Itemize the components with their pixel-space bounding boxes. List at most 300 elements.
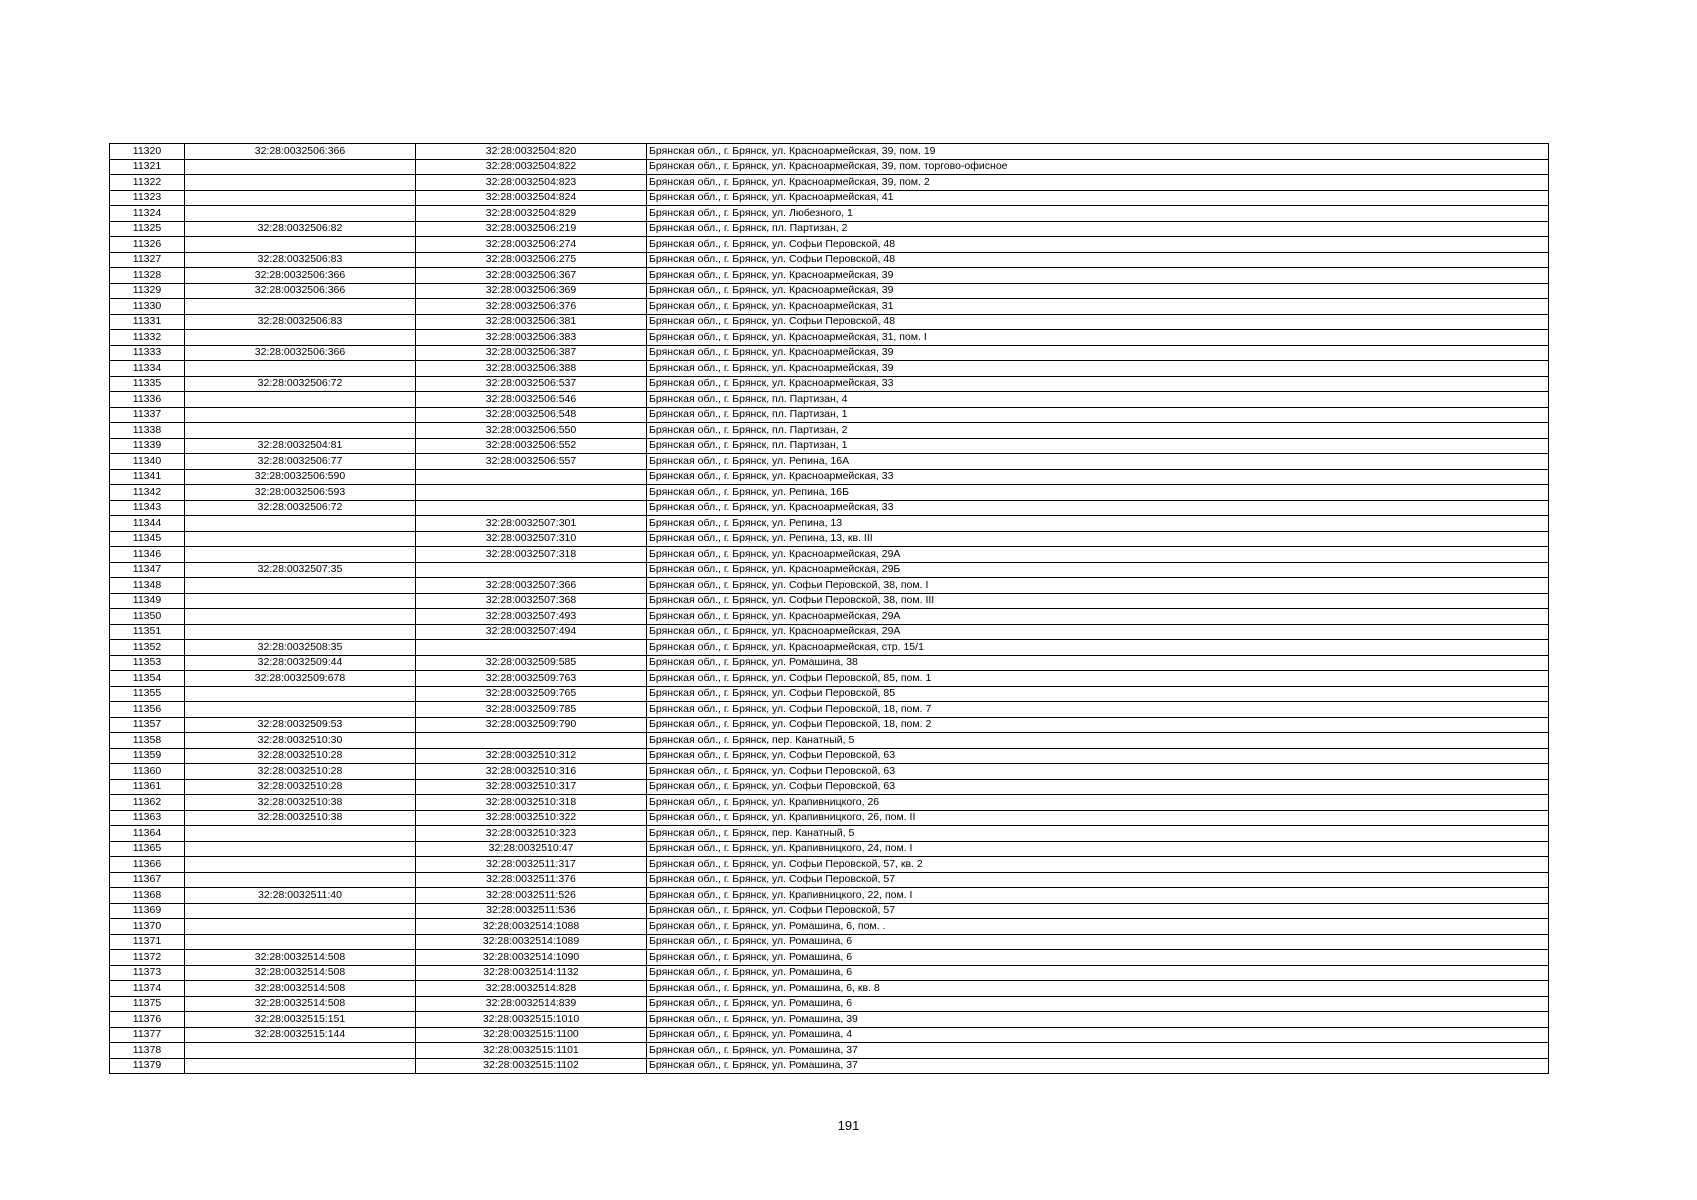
- address-cell: Брянская обл., г. Брянск, ул. Ромашина, 38: [647, 655, 1549, 671]
- address-cell: Брянская обл., г. Брянск, ул. Софьи Перовской, 85, пом. 1: [647, 671, 1549, 687]
- parent-cadastral-number-cell: [185, 1043, 416, 1059]
- table-row: [110, 1058, 1549, 1074]
- row-number-cell: 11339: [110, 438, 185, 454]
- address-cell: Брянская обл., г. Брянск, ул. Красноармейская, 39: [647, 283, 1549, 299]
- row-number-cell: 11353: [110, 655, 185, 671]
- cadastral-number-cell: [416, 562, 647, 578]
- table-row: [110, 237, 1549, 253]
- table-row: [110, 795, 1549, 811]
- cadastral-number-cell: 32:28:0032507:318: [416, 547, 647, 563]
- table-row: [110, 779, 1549, 795]
- parent-cadastral-number-cell: [185, 578, 416, 594]
- table-row: [110, 252, 1549, 268]
- cadastral-number-cell: 32:28:0032515:1101: [416, 1043, 647, 1059]
- table-row: [110, 717, 1549, 733]
- address-cell: Брянская обл., г. Брянск, ул. Крапивницкого, 26: [647, 795, 1549, 811]
- table-row: [110, 221, 1549, 237]
- table-row: [110, 268, 1549, 284]
- table-row: [110, 516, 1549, 532]
- address-cell: Брянская обл., г. Брянск, ул. Крапивницкого, 26, пом. II: [647, 810, 1549, 826]
- cadastral-number-cell: 32:28:0032507:493: [416, 609, 647, 625]
- table-row: [110, 1043, 1549, 1059]
- cadastral-number-cell: 32:28:0032506:369: [416, 283, 647, 299]
- address-cell: Брянская обл., г. Брянск, ул. Репина, 16Б: [647, 485, 1549, 501]
- parent-cadastral-number-cell: [185, 547, 416, 563]
- address-cell: Брянская обл., г. Брянск, ул. Софьи Перовской, 85: [647, 686, 1549, 702]
- row-number-cell: 11320: [110, 144, 185, 160]
- table-row: [110, 950, 1549, 966]
- row-number-cell: 11336: [110, 392, 185, 408]
- cadastral-number-cell: 32:28:0032511:376: [416, 872, 647, 888]
- row-number-cell: 11356: [110, 702, 185, 718]
- parent-cadastral-number-cell: 32:28:0032510:28: [185, 779, 416, 795]
- address-cell: Брянская обл., г. Брянск, ул. Красноармейская, 33: [647, 500, 1549, 516]
- row-number-cell: 11352: [110, 640, 185, 656]
- row-number-cell: 11344: [110, 516, 185, 532]
- cadastral-number-cell: 32:28:0032506:550: [416, 423, 647, 439]
- parent-cadastral-number-cell: 32:28:0032506:83: [185, 314, 416, 330]
- cadastral-number-cell: 32:28:0032515:1102: [416, 1058, 647, 1074]
- parent-cadastral-number-cell: [185, 919, 416, 935]
- row-number-cell: 11324: [110, 206, 185, 222]
- row-number-cell: 11366: [110, 857, 185, 873]
- table-row: [110, 1027, 1549, 1043]
- parent-cadastral-number-cell: 32:28:0032510:28: [185, 764, 416, 780]
- row-number-cell: 11372: [110, 950, 185, 966]
- row-number-cell: 11346: [110, 547, 185, 563]
- cadastral-number-cell: 32:28:0032507:301: [416, 516, 647, 532]
- row-number-cell: 11361: [110, 779, 185, 795]
- table-row: [110, 206, 1549, 222]
- cadastral-number-cell: 32:28:0032509:785: [416, 702, 647, 718]
- table-row: [110, 345, 1549, 361]
- cadastral-number-cell: 32:28:0032506:383: [416, 330, 647, 346]
- address-cell: Брянская обл., г. Брянск, пл. Партизан, 2: [647, 221, 1549, 237]
- cadastral-number-cell: 32:28:0032509:763: [416, 671, 647, 687]
- parent-cadastral-number-cell: [185, 423, 416, 439]
- address-cell: Брянская обл., г. Брянск, ул. Софьи Перовской, 38, пом. III: [647, 593, 1549, 609]
- row-number-cell: 11373: [110, 965, 185, 981]
- cadastral-number-cell: 32:28:0032507:310: [416, 531, 647, 547]
- row-number-cell: 11342: [110, 485, 185, 501]
- cadastral-number-cell: [416, 500, 647, 516]
- row-number-cell: 11330: [110, 299, 185, 315]
- cadastral-number-cell: 32:28:0032506:552: [416, 438, 647, 454]
- table-row: [110, 454, 1549, 470]
- parent-cadastral-number-cell: 32:28:0032506:366: [185, 345, 416, 361]
- cadastral-number-cell: 32:28:0032506:376: [416, 299, 647, 315]
- cadastral-number-cell: 32:28:0032510:312: [416, 748, 647, 764]
- address-cell: Брянская обл., г. Брянск, ул. Красноармейская, 31, пом. I: [647, 330, 1549, 346]
- address-cell: Брянская обл., г. Брянск, ул. Красноармейская, стр. 15/1: [647, 640, 1549, 656]
- parent-cadastral-number-cell: [185, 361, 416, 377]
- parent-cadastral-number-cell: 32:28:0032506:593: [185, 485, 416, 501]
- table-row: [110, 919, 1549, 935]
- table-row: [110, 965, 1549, 981]
- row-number-cell: 11331: [110, 314, 185, 330]
- row-number-cell: 11347: [110, 562, 185, 578]
- parent-cadastral-number-cell: [185, 299, 416, 315]
- parent-cadastral-number-cell: [185, 686, 416, 702]
- parent-cadastral-number-cell: 32:28:0032506:366: [185, 283, 416, 299]
- row-number-cell: 11323: [110, 190, 185, 206]
- cadastral-number-cell: 32:28:0032515:1100: [416, 1027, 647, 1043]
- cadastral-table: [109, 143, 1549, 1074]
- table-row: [110, 361, 1549, 377]
- table-row: [110, 485, 1549, 501]
- table-row: [110, 624, 1549, 640]
- table-row: [110, 190, 1549, 206]
- cadastral-number-cell: 32:28:0032514:828: [416, 981, 647, 997]
- row-number-cell: 11335: [110, 376, 185, 392]
- parent-cadastral-number-cell: 32:28:0032506:77: [185, 454, 416, 470]
- parent-cadastral-number-cell: [185, 392, 416, 408]
- parent-cadastral-number-cell: 32:28:0032509:678: [185, 671, 416, 687]
- parent-cadastral-number-cell: 32:28:0032506:83: [185, 252, 416, 268]
- table-row: [110, 671, 1549, 687]
- table-row: [110, 283, 1549, 299]
- table-body: [110, 144, 1549, 1074]
- address-cell: Брянская обл., г. Брянск, пер. Канатный, 5: [647, 733, 1549, 749]
- cadastral-number-cell: 32:28:0032506:387: [416, 345, 647, 361]
- parent-cadastral-number-cell: 32:28:0032506:590: [185, 469, 416, 485]
- address-cell: Брянская обл., г. Брянск, ул. Ромашина, 6: [647, 934, 1549, 950]
- address-cell: Брянская обл., г. Брянск, ул. Софьи Перовской, 48: [647, 237, 1549, 253]
- address-cell: Брянская обл., г. Брянск, ул. Репина, 13, кв. III: [647, 531, 1549, 547]
- parent-cadastral-number-cell: 32:28:0032506:366: [185, 144, 416, 160]
- row-number-cell: 11363: [110, 810, 185, 826]
- parent-cadastral-number-cell: 32:28:0032510:30: [185, 733, 416, 749]
- row-number-cell: 11377: [110, 1027, 185, 1043]
- cadastral-number-cell: 32:28:0032506:219: [416, 221, 647, 237]
- address-cell: Брянская обл., г. Брянск, ул. Софьи Перовской, 63: [647, 764, 1549, 780]
- parent-cadastral-number-cell: [185, 330, 416, 346]
- row-number-cell: 11368: [110, 888, 185, 904]
- row-number-cell: 11338: [110, 423, 185, 439]
- row-number-cell: 11321: [110, 159, 185, 175]
- address-cell: Брянская обл., г. Брянск, ул. Софьи Перовской, 18, пом. 7: [647, 702, 1549, 718]
- parent-cadastral-number-cell: [185, 934, 416, 950]
- table-row: [110, 841, 1549, 857]
- table-row: [110, 640, 1549, 656]
- row-number-cell: 11376: [110, 1012, 185, 1028]
- row-number-cell: 11375: [110, 996, 185, 1012]
- parent-cadastral-number-cell: 32:28:0032508:35: [185, 640, 416, 656]
- cadastral-number-cell: 32:28:0032506:537: [416, 376, 647, 392]
- cadastral-number-cell: 32:28:0032509:765: [416, 686, 647, 702]
- cadastral-number-cell: 32:28:0032515:1010: [416, 1012, 647, 1028]
- address-cell: Брянская обл., г. Брянск, ул. Софьи Перовской, 63: [647, 748, 1549, 764]
- address-cell: Брянская обл., г. Брянск, ул. Ромашина, 6, кв. 8: [647, 981, 1549, 997]
- row-number-cell: 11328: [110, 268, 185, 284]
- parent-cadastral-number-cell: 32:28:0032514:508: [185, 950, 416, 966]
- address-cell: Брянская обл., г. Брянск, ул. Красноармейская, 33: [647, 376, 1549, 392]
- cadastral-number-cell: 32:28:0032514:1088: [416, 919, 647, 935]
- table-row: [110, 159, 1549, 175]
- address-cell: Брянская обл., г. Брянск, пл. Партизан, 4: [647, 392, 1549, 408]
- cadastral-number-cell: 32:28:0032506:274: [416, 237, 647, 253]
- row-number-cell: 11340: [110, 454, 185, 470]
- parent-cadastral-number-cell: [185, 702, 416, 718]
- cadastral-number-cell: 32:28:0032506:388: [416, 361, 647, 377]
- parent-cadastral-number-cell: 32:28:0032509:44: [185, 655, 416, 671]
- table-row: [110, 593, 1549, 609]
- row-number-cell: 11349: [110, 593, 185, 609]
- parent-cadastral-number-cell: 32:28:0032506:366: [185, 268, 416, 284]
- parent-cadastral-number-cell: 32:28:0032514:508: [185, 965, 416, 981]
- address-cell: Брянская обл., г. Брянск, ул. Софьи Перовской, 63: [647, 779, 1549, 795]
- cadastral-number-cell: 32:28:0032506:275: [416, 252, 647, 268]
- cadastral-number-cell: 32:28:0032514:839: [416, 996, 647, 1012]
- row-number-cell: 11345: [110, 531, 185, 547]
- table-row: [110, 609, 1549, 625]
- table-row: [110, 888, 1549, 904]
- address-cell: Брянская обл., г. Брянск, ул. Крапивницкого, 24, пом. I: [647, 841, 1549, 857]
- row-number-cell: 11358: [110, 733, 185, 749]
- cadastral-number-cell: 32:28:0032507:494: [416, 624, 647, 640]
- cadastral-number-cell: 32:28:0032514:1090: [416, 950, 647, 966]
- parent-cadastral-number-cell: 32:28:0032510:28: [185, 748, 416, 764]
- address-cell: Брянская обл., г. Брянск, ул. Красноармейская, 29А: [647, 547, 1549, 563]
- table-row: [110, 314, 1549, 330]
- row-number-cell: 11348: [110, 578, 185, 594]
- table-row: [110, 686, 1549, 702]
- table-row: [110, 826, 1549, 842]
- table-row: [110, 423, 1549, 439]
- address-cell: Брянская обл., г. Брянск, ул. Ромашина, 6, пом. .: [647, 919, 1549, 935]
- address-cell: Брянская обл., г. Брянск, ул. Красноармейская, 39: [647, 345, 1549, 361]
- parent-cadastral-number-cell: 32:28:0032515:144: [185, 1027, 416, 1043]
- address-cell: Брянская обл., г. Брянск, ул. Красноармейская, 29Б: [647, 562, 1549, 578]
- table-row: [110, 547, 1549, 563]
- parent-cadastral-number-cell: [185, 206, 416, 222]
- parent-cadastral-number-cell: [185, 872, 416, 888]
- cadastral-number-cell: 32:28:0032507:368: [416, 593, 647, 609]
- address-cell: Брянская обл., г. Брянск, ул. Софьи Перовской, 48: [647, 314, 1549, 330]
- parent-cadastral-number-cell: [185, 857, 416, 873]
- cadastral-number-cell: [416, 733, 647, 749]
- parent-cadastral-number-cell: 32:28:0032509:53: [185, 717, 416, 733]
- row-number-cell: 11371: [110, 934, 185, 950]
- address-cell: Брянская обл., г. Брянск, ул. Софьи Перовской, 57, кв. 2: [647, 857, 1549, 873]
- parent-cadastral-number-cell: 32:28:0032506:72: [185, 376, 416, 392]
- parent-cadastral-number-cell: 32:28:0032506:72: [185, 500, 416, 516]
- address-cell: Брянская обл., г. Брянск, ул. Ромашина, 6: [647, 965, 1549, 981]
- row-number-cell: 11360: [110, 764, 185, 780]
- parent-cadastral-number-cell: [185, 593, 416, 609]
- parent-cadastral-number-cell: [185, 190, 416, 206]
- table-row: [110, 469, 1549, 485]
- table-row: [110, 996, 1549, 1012]
- parent-cadastral-number-cell: 32:28:0032506:82: [185, 221, 416, 237]
- address-cell: Брянская обл., г. Брянск, ул. Ромашина, 6: [647, 950, 1549, 966]
- row-number-cell: 11334: [110, 361, 185, 377]
- parent-cadastral-number-cell: [185, 903, 416, 919]
- parent-cadastral-number-cell: 32:28:0032514:508: [185, 981, 416, 997]
- table-row: [110, 175, 1549, 191]
- address-cell: Брянская обл., г. Брянск, ул. Ромашина, 37: [647, 1043, 1549, 1059]
- address-cell: Брянская обл., г. Брянск, ул. Красноармейская, 33: [647, 469, 1549, 485]
- address-cell: Брянская обл., г. Брянск, пер. Канатный, 5: [647, 826, 1549, 842]
- row-number-cell: 11351: [110, 624, 185, 640]
- table-row: [110, 144, 1549, 160]
- cadastral-number-cell: 32:28:0032510:322: [416, 810, 647, 826]
- cadastral-number-cell: [416, 485, 647, 501]
- cadastral-number-cell: 32:28:0032507:366: [416, 578, 647, 594]
- row-number-cell: 11337: [110, 407, 185, 423]
- row-number-cell: 11359: [110, 748, 185, 764]
- address-cell: Брянская обл., г. Брянск, ул. Ромашина, 6: [647, 996, 1549, 1012]
- cadastral-number-cell: 32:28:0032504:823: [416, 175, 647, 191]
- cadastral-number-cell: 32:28:0032504:829: [416, 206, 647, 222]
- parent-cadastral-number-cell: [185, 531, 416, 547]
- cadastral-number-cell: 32:28:0032510:47: [416, 841, 647, 857]
- table-row: [110, 857, 1549, 873]
- cadastral-number-cell: [416, 469, 647, 485]
- parent-cadastral-number-cell: [185, 516, 416, 532]
- row-number-cell: 11327: [110, 252, 185, 268]
- address-cell: Брянская обл., г. Брянск, ул. Софьи Перовской, 57: [647, 872, 1549, 888]
- parent-cadastral-number-cell: [185, 841, 416, 857]
- cadastral-number-cell: 32:28:0032510:318: [416, 795, 647, 811]
- address-cell: Брянская обл., г. Брянск, ул. Красноармейская, 29А: [647, 624, 1549, 640]
- parent-cadastral-number-cell: [185, 175, 416, 191]
- address-cell: Брянская обл., г. Брянск, ул. Красноармейская, 39, пом. 19: [647, 144, 1549, 160]
- cadastral-number-cell: 32:28:0032506:546: [416, 392, 647, 408]
- row-number-cell: 11350: [110, 609, 185, 625]
- parent-cadastral-number-cell: [185, 407, 416, 423]
- table-row: [110, 934, 1549, 950]
- cadastral-number-cell: 32:28:0032506:381: [416, 314, 647, 330]
- address-cell: Брянская обл., г. Брянск, ул. Софьи Перовской, 57: [647, 903, 1549, 919]
- row-number-cell: 11370: [110, 919, 185, 935]
- parent-cadastral-number-cell: 32:28:0032514:508: [185, 996, 416, 1012]
- row-number-cell: 11332: [110, 330, 185, 346]
- parent-cadastral-number-cell: [185, 237, 416, 253]
- address-cell: Брянская обл., г. Брянск, ул. Красноармейская, 39: [647, 361, 1549, 377]
- table-row: [110, 299, 1549, 315]
- cadastral-number-cell: 32:28:0032506:367: [416, 268, 647, 284]
- row-number-cell: 11326: [110, 237, 185, 253]
- address-cell: Брянская обл., г. Брянск, ул. Софьи Перовской, 48: [647, 252, 1549, 268]
- row-number-cell: 11357: [110, 717, 185, 733]
- parent-cadastral-number-cell: [185, 826, 416, 842]
- cadastral-number-cell: 32:28:0032504:820: [416, 144, 647, 160]
- address-cell: Брянская обл., г. Брянск, пл. Партизан, 1: [647, 407, 1549, 423]
- row-number-cell: 11378: [110, 1043, 185, 1059]
- table-row: [110, 748, 1549, 764]
- table-row: [110, 562, 1549, 578]
- parent-cadastral-number-cell: [185, 624, 416, 640]
- row-number-cell: 11325: [110, 221, 185, 237]
- cadastral-number-cell: 32:28:0032511:317: [416, 857, 647, 873]
- parent-cadastral-number-cell: 32:28:0032504:81: [185, 438, 416, 454]
- address-cell: Брянская обл., г. Брянск, ул. Любезного, 1: [647, 206, 1549, 222]
- parent-cadastral-number-cell: [185, 159, 416, 175]
- cadastral-number-cell: [416, 640, 647, 656]
- table-row: [110, 500, 1549, 516]
- cadastral-number-cell: 32:28:0032511:526: [416, 888, 647, 904]
- row-number-cell: 11379: [110, 1058, 185, 1074]
- row-number-cell: 11362: [110, 795, 185, 811]
- address-cell: Брянская обл., г. Брянск, ул. Красноармейская, 39: [647, 268, 1549, 284]
- row-number-cell: 11333: [110, 345, 185, 361]
- address-cell: Брянская обл., г. Брянск, ул. Софьи Перовской, 18, пом. 2: [647, 717, 1549, 733]
- parent-cadastral-number-cell: 32:28:0032515:151: [185, 1012, 416, 1028]
- parent-cadastral-number-cell: 32:28:0032510:38: [185, 795, 416, 811]
- table-row: [110, 330, 1549, 346]
- table-row: [110, 702, 1549, 718]
- table-row: [110, 438, 1549, 454]
- cadastral-number-cell: 32:28:0032514:1089: [416, 934, 647, 950]
- table-row: [110, 655, 1549, 671]
- row-number-cell: 11355: [110, 686, 185, 702]
- cadastral-number-cell: 32:28:0032510:317: [416, 779, 647, 795]
- row-number-cell: 11365: [110, 841, 185, 857]
- row-number-cell: 11354: [110, 671, 185, 687]
- parent-cadastral-number-cell: [185, 609, 416, 625]
- cadastral-number-cell: 32:28:0032510:316: [416, 764, 647, 780]
- table-row: [110, 1012, 1549, 1028]
- address-cell: Брянская обл., г. Брянск, ул. Крапивницкого, 22, пом. I: [647, 888, 1549, 904]
- table-row: [110, 903, 1549, 919]
- row-number-cell: 11367: [110, 872, 185, 888]
- parent-cadastral-number-cell: 32:28:0032510:38: [185, 810, 416, 826]
- table-row: [110, 578, 1549, 594]
- page-number: 191: [837, 1118, 860, 1133]
- cadastral-number-cell: 32:28:0032510:323: [416, 826, 647, 842]
- address-cell: Брянская обл., г. Брянск, ул. Ромашина, 4: [647, 1027, 1549, 1043]
- table-row: [110, 764, 1549, 780]
- row-number-cell: 11364: [110, 826, 185, 842]
- table-row: [110, 981, 1549, 997]
- row-number-cell: 11329: [110, 283, 185, 299]
- cadastral-number-cell: 32:28:0032511:536: [416, 903, 647, 919]
- address-cell: Брянская обл., г. Брянск, ул. Красноармейская, 39, пом. торгово-офисное: [647, 159, 1549, 175]
- table-row: [110, 872, 1549, 888]
- address-cell: Брянская обл., г. Брянск, ул. Красноармейская, 29А: [647, 609, 1549, 625]
- row-number-cell: 11374: [110, 981, 185, 997]
- table-row: [110, 392, 1549, 408]
- cadastral-number-cell: 32:28:0032514:1132: [416, 965, 647, 981]
- cadastral-number-cell: 32:28:0032504:824: [416, 190, 647, 206]
- address-cell: Брянская обл., г. Брянск, пл. Партизан, 1: [647, 438, 1549, 454]
- table-row: [110, 733, 1549, 749]
- address-cell: Брянская обл., г. Брянск, ул. Красноармейская, 41: [647, 190, 1549, 206]
- address-cell: Брянская обл., г. Брянск, ул. Софьи Перовской, 38, пом. I: [647, 578, 1549, 594]
- table-row: [110, 810, 1549, 826]
- address-cell: Брянская обл., г. Брянск, ул. Репина, 16А: [647, 454, 1549, 470]
- parent-cadastral-number-cell: [185, 1058, 416, 1074]
- cadastral-number-cell: 32:28:0032504:822: [416, 159, 647, 175]
- row-number-cell: 11322: [110, 175, 185, 191]
- address-cell: Брянская обл., г. Брянск, ул. Ромашина, 37: [647, 1058, 1549, 1074]
- cadastral-number-cell: 32:28:0032509:585: [416, 655, 647, 671]
- table-row: [110, 376, 1549, 392]
- table-row: [110, 531, 1549, 547]
- address-cell: Брянская обл., г. Брянск, ул. Красноармейская, 39, пом. 2: [647, 175, 1549, 191]
- parent-cadastral-number-cell: 32:28:0032507:35: [185, 562, 416, 578]
- address-cell: Брянская обл., г. Брянск, ул. Ромашина, 39: [647, 1012, 1549, 1028]
- address-cell: Брянская обл., г. Брянск, ул. Красноармейская, 31: [647, 299, 1549, 315]
- parent-cadastral-number-cell: 32:28:0032511:40: [185, 888, 416, 904]
- row-number-cell: 11341: [110, 469, 185, 485]
- table-row: [110, 407, 1549, 423]
- cadastral-number-cell: 32:28:0032506:557: [416, 454, 647, 470]
- row-number-cell: 11369: [110, 903, 185, 919]
- address-cell: Брянская обл., г. Брянск, пл. Партизан, 2: [647, 423, 1549, 439]
- row-number-cell: 11343: [110, 500, 185, 516]
